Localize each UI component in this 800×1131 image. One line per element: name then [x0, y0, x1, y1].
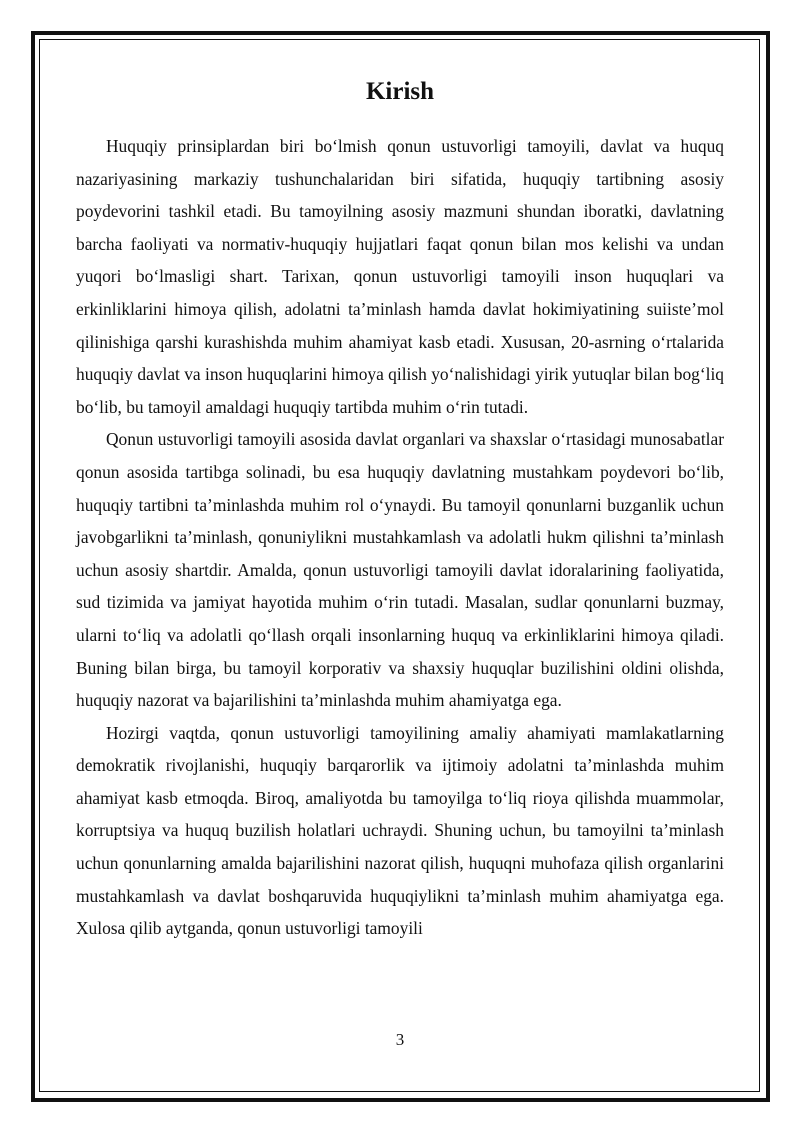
- page-title: Kirish: [365, 78, 435, 105]
- page-content: [76, 70, 724, 945]
- paragraph-1: Huquqiy prinsiplardan biri bo‘lmish qonun ustuvorligi tamoyili, davlat va huquq nazariyasining markaziy tushunchalaridan biri sifatida, huquqiy tartibning asosiy poydevorini tashkil etadi. Bu tamoyilning asosiy mazmuni shundan iboratki, davlatning barcha faoliyati va normativ-huquqiy hujjatlari faqat qonun bilan mos kelishi va undan yuqori bo‘lmasligi shart. Tarixan, qonun ustuvorligi tamoyili inson huquqlari va erkinliklarini himoya qilish, adolatni ta’minlash hamda davlat hokimiyatining suiiste’mol qilinishiga qarshi kurashishda muhim ahamiyat kasb etadi. Xususan, 20-asrning o‘rtalarida huquqiy davlat va inson huquqlarini himoya qilish yo‘nalishidagi yirik yutuqlar bilan bog‘liq bo‘lib, bu tamoyil amaldagi huquqiy tartibda muhim o‘rin tutadi.: [76, 136, 724, 417]
- paragraph-2: Qonun ustuvorligi tamoyili asosida davlat organlari va shaxslar o‘rtasidagi munosabatlar qonun asosida tartibga solinadi, bu esa huquqiy davlatning mustahkam poydevori bo‘lib, huquqiy tartibni ta’minlashda muhim rol o‘ynaydi. Bu tamoyil qonunlarni buzganlik uchun javobgarlikni ta’minlash, qonuniylikni mustahkamlash va adolatli hukm qilishni ta’minlash uchun asosiy shartdir. Amalda, qonun ustuvorligi tamoyili davlat idoralarining faoliyatida, sud tizimida va jamiyat hayotida muhim o‘rin tutadi. Masalan, sudlar qonunlarni buzmay, ularni to‘liq va adolatli qo‘llash orqali insonlarning huquq va erkinliklarini himoya qiladi. Buning bilan birga, bu tamoyil korporativ va shaxsiy huquqlar buzilishini oldini olishda, huquqiy nazorat va bajarilishini ta’minlashda muhim ahamiyatga ega.: [76, 429, 724, 711]
- page-number: 3: [395, 1030, 405, 1049]
- paragraph-3: Hozirgi vaqtda, qonun ustuvorligi tamoyilining amaliy ahamiyati mamlakatlarning demokratik rivojlanishi, huquqiy barqarorlik va ijtimoiy adolatni ta’minlashda muhim ahamiyat kasb etmoqda. Biroq, amaliyotda bu tamoyilga to‘liq rioya qilishda muammolar, korruptsiya va huquq buzilish holatlari uchraydi. Shuning uchun, bu tamoyilni ta’minlash uchun qonunlarning amalda bajarilishini nazorat qilish, huquqni muhofaza qilish organlarini mustahkamlash va davlat boshqaruvida huquqiylikni ta’minlash muhim ahamiyatga ega. Xulosa qilib aytganda, qonun ustuvorligi tamoyili: [76, 722, 724, 939]
